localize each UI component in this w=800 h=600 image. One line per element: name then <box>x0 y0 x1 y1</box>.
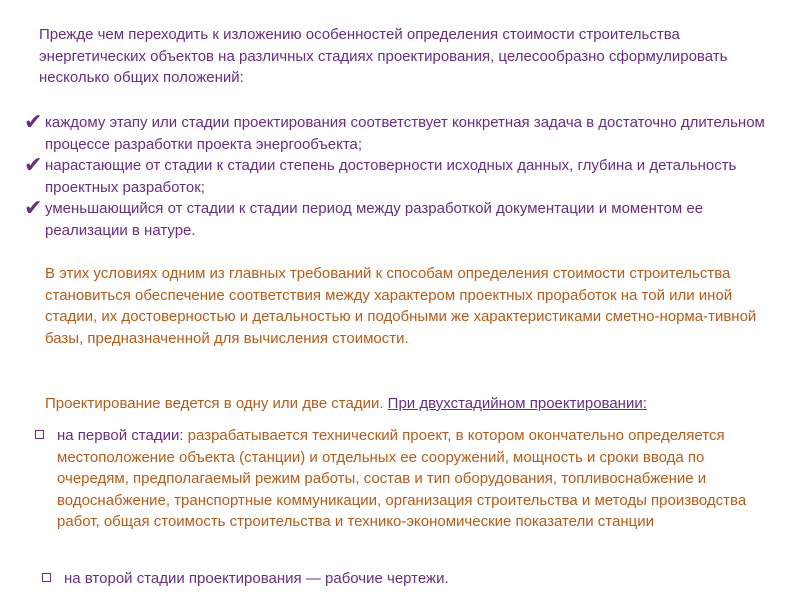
check-mark-icon: ✔ <box>24 109 43 134</box>
check-mark-icon: ✔ <box>24 152 43 177</box>
square-bullet-icon <box>42 573 51 582</box>
design-paragraph <box>45 393 785 415</box>
checklist-item <box>24 109 776 155</box>
stage-item-first <box>35 425 780 533</box>
checklist-item-text: уменьшающийся от стадии к стадии период между разработкой документации и моментом ее реализации в натуре. <box>45 200 704 239</box>
stage-label: на второй стадии проектирования — рабочие чертежи. <box>64 570 449 587</box>
checklist-item <box>24 152 776 198</box>
stage-description: разрабатывается технический проект, в котором окончательно определяется местоположение объекта (станции) и отдельных ее сооружений, мощность и сроки ввода по очередям, предполагаемый режим работы, состав и тип оборудования, топливоснабжение и водоснабжение, транспортные коммуникации, организация строительства и методы производства работ, общая стоимость строительства и технико-экономические показатели станции <box>57 427 747 530</box>
intro-paragraph: Прежде чем переходить к изложению особенностей определения стоимости строительства энергетических объектов на различных стадиях проектирования, целесообразно сформулировать несколько общих положений: <box>39 26 728 86</box>
conditions-paragraph: В этих условиях одним из главных требований к способам определения стоимости строительства становиться обеспечение соответствия между характером проектных проработок на той или иной стадии, их достоверностью и детальностью и подобными же характеристиками сметно-норма-тивной базы, предназначенной для вычисления стоимости. <box>45 265 757 347</box>
checklist-item-text: нарастающие от стадии к стадии степень достоверности исходных данных, глубина и детальность проектных разработок; <box>45 157 737 196</box>
design-paragraph-text: Проектирование ведется в одну или две стадии. <box>45 395 388 412</box>
two-stage-design-link[interactable]: При двухстадийном проектировании: <box>387 395 647 412</box>
check-mark-icon: ✔ <box>24 195 43 220</box>
checklist-item <box>24 195 776 241</box>
stage-label: на первой стадии: <box>57 427 184 444</box>
checklist-item-text: каждому этапу или стадии проектирования соответствует конкретная задача в достаточно длительном процессе разработки проекта энергообъекта; <box>45 114 765 153</box>
square-bullet-icon <box>35 430 44 439</box>
stage-item-second <box>42 568 742 590</box>
